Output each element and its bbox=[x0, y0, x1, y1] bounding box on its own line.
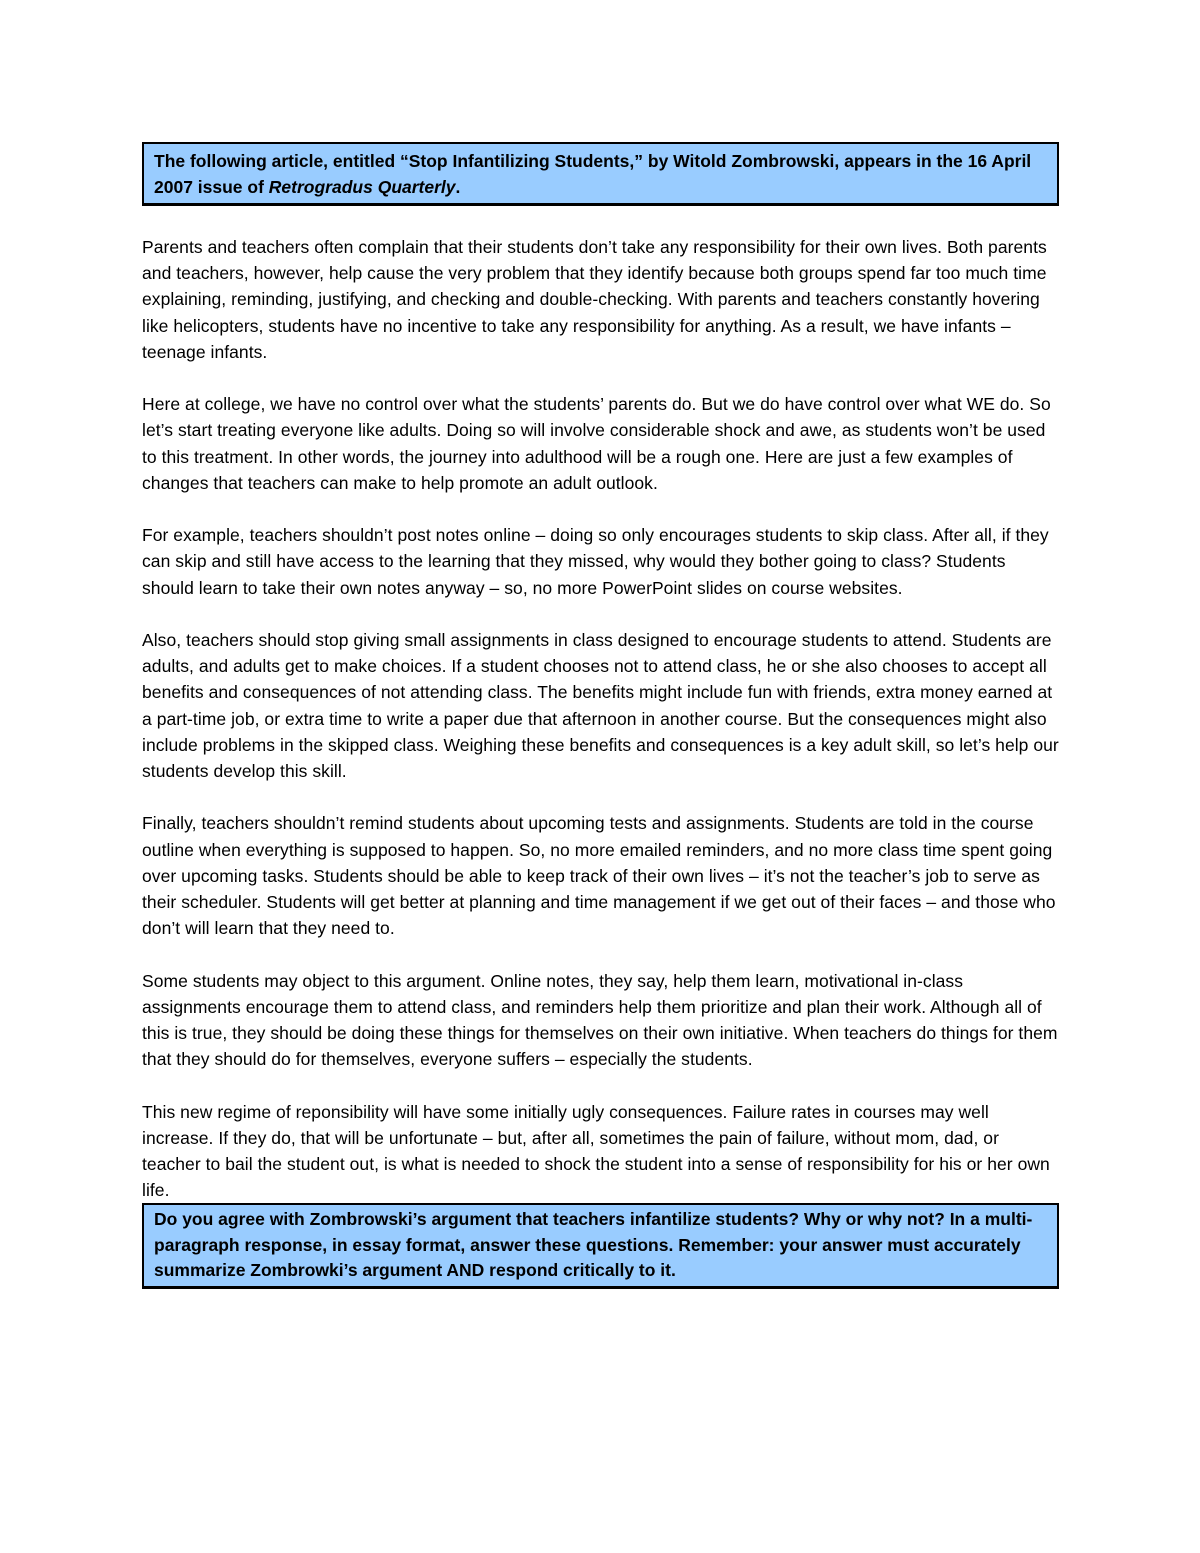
article-paragraph-6: Some students may object to this argument. Online notes, they say, help them learn, motivational in-class assignments encourage them to attend class, and reminders help them prioritize and plan their work. Although all of this is true, they should be doing these things for themselves on their own initiative. When teachers do things for them that they should do for themselves, everyone suffers – especially the students. bbox=[142, 970, 1058, 1070]
essay-prompt-box bbox=[142, 1203, 1059, 1289]
article-paragraph-1: Parents and teachers often complain that their students don’t take any responsibility for their own lives. Both parents and teachers, however, help cause the very problem that they identify because both groups spend far too much time explaining, reminding, justifying, and checking and double-checking. With parents and teachers constantly hovering like helicopters, students have no incentive to take any responsibility for anything. As a result, we have infants – teenage infants. bbox=[142, 237, 1047, 362]
intro-text: The following article, entitled “Stop Infantilizing Students,” by Witold Zombrowski, appears in the 16 April 2007 issue of bbox=[154, 151, 1032, 197]
article-body bbox=[142, 234, 1059, 1203]
article-paragraph-2: Here at college, we have no control over what the students’ parents do. But we do have control over what WE do. So let’s start treating everyone like adults. Doing so will involve considerable shock and awe, as students won’t be used to this treatment. In other words, the journey into adulthood will be a rough one. Here are just a few examples of changes that teachers can make to help promote an adult outlook. bbox=[142, 394, 1051, 493]
intro-box bbox=[142, 142, 1059, 206]
intro-end: . bbox=[455, 177, 461, 197]
journal-title: Retrogradus Quarterly bbox=[268, 177, 456, 197]
article-paragraph-4: Also, teachers should stop giving small assignments in class designed to encourage students to attend. Students are adults, and adults get to make choices. If a student chooses not to attend class, he or she also chooses to accept all benefits and consequences of not attending class. The benefits might include fun with friends, extra money earned at a part-time job, or extra time to write a paper due that afternoon in another course. But the consequences might also include problems in the skipped class. Weighing these benefits and consequences is a key adult skill, so let’s help our students develop this skill. bbox=[142, 630, 1059, 782]
document-content bbox=[142, 142, 1059, 1289]
essay-prompt-text: Do you agree with Zombrowski’s argument that teachers infantilize students? Why or why not? In a multi-paragraph response, in essay format, answer these questions. Remember: your answer must accurately summarize Zombrowki’s argument AND respond critically to it. bbox=[154, 1209, 1033, 1281]
article-paragraph-7: This new regime of reponsibility will have some initially ugly consequences. Failure rates in courses may well increase. If they do, that will be unfortunate – but, after all, sometimes the pain of failure, without mom, dad, or teacher to bail the student out, is what is needed to shock the student into a sense of responsibility for his or her own life. bbox=[142, 1101, 1050, 1201]
article-paragraph-5: Finally, teachers shouldn’t remind students about upcoming tests and assignments. Students are told in the course outline when everything is supposed to happen. So, no more emailed reminders, and no more class time spent going over upcoming tasks. Students should be able to keep track of their own lives – it’s not the teacher’s job to serve as their scheduler. Students will get better at planning and time management if we get out of their faces – and those who don’t will learn that they need to. bbox=[142, 813, 1056, 939]
article-paragraph-3: For example, teachers shouldn’t post notes online – doing so only encourages students to skip class. After all, if they can skip and still have access to the learning that they missed, why would they bother going to class? Students should learn to take their own notes anyway – so, no more PowerPoint slides on course websites. bbox=[142, 525, 1049, 598]
